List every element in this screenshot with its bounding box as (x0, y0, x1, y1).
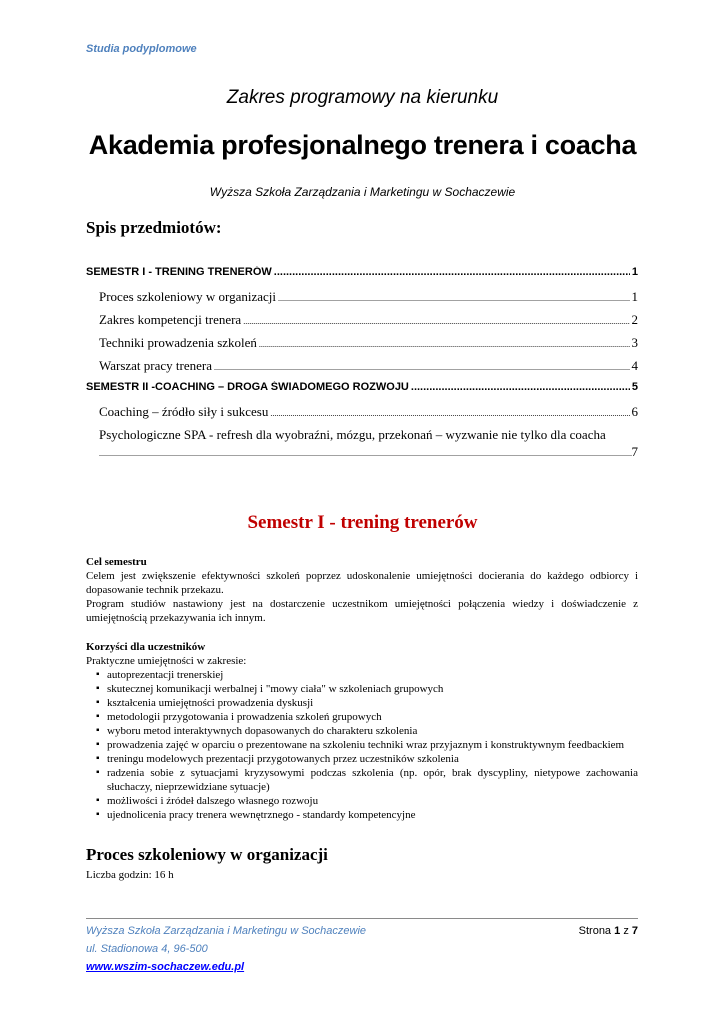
toc-entry-page: 5 (631, 381, 638, 393)
toc-entry-label: Psychologiczne SPA - refresh dla wyobraźni, mózgu, przekonań – wyzwanie nie tylko dla coacha (99, 427, 606, 442)
toc-entry-label: SEMESTR II -COACHING – DROGA ŚWIADOMEGO ROZWOJU (86, 381, 409, 393)
section-hours: Liczba godzin: 16 h (86, 869, 174, 881)
page-number (579, 922, 638, 940)
page-word: Strona (578, 925, 612, 937)
list-item: ▪ autoprezentacji trenerskiej (86, 668, 638, 682)
toc-entry[interactable] (86, 427, 638, 466)
toc-entry[interactable] (86, 381, 638, 404)
benefits-list (86, 668, 638, 822)
list-item: ▪ prowadzenia zajęć w oparciu o prezentowane na szkoleniu techniki wraz przyjaznym i konstruktywnym feedbackiem (86, 738, 638, 752)
section-heading: Proces szkoleniowy w organizacji (86, 845, 328, 864)
list-item: ▪ ujednolicenia pracy trenera wewnętrznego - standardy kompetencyjne (86, 808, 638, 822)
semester-goal (86, 555, 638, 625)
list-item: ▪ możliwości i źródeł dalszego własnego rozwoju (86, 794, 638, 808)
footer-info (86, 922, 366, 976)
list-item: ▪ radzenia sobie z sytuacjami kryzysowymi podczas szkolenia (np. opór, brak dyscypliny, nietypowe zachowania słuchaczy, nieprzewidziane sytuacje) (86, 766, 638, 794)
toc-leader (274, 266, 630, 278)
page-current: 1 (614, 925, 621, 937)
toc-entry-label: Techniki prowadzenia szkoleń (99, 335, 257, 350)
toc-leader (259, 335, 630, 351)
toc-entry-label: SEMESTR I - TRENING TRENERÓW (86, 266, 272, 278)
toc-leader (411, 381, 630, 393)
table-of-contents (86, 266, 638, 466)
school-name: Wyższa Szkoła Zarządzania i Marketingu w Sochaczewie (209, 185, 516, 199)
toc-entry[interactable] (86, 266, 638, 289)
toc-entry-page: 4 (631, 358, 638, 373)
toc-leader (243, 312, 629, 328)
toc-entry-page: 1 (631, 289, 638, 304)
footer-school: Wyższa Szkoła Zarządzania i Marketingu w Sochaczewie (86, 925, 367, 937)
toc-leader (270, 404, 629, 420)
document-title: Akademia profesjonalnego trenera i coacha (88, 130, 637, 160)
toc-entry-page: 6 (631, 404, 638, 419)
toc-entry-label: Zakres kompetencji trenera (99, 312, 242, 327)
page-of: z (623, 925, 629, 937)
goal-heading: Cel semestru (86, 556, 147, 568)
toc-leader (278, 289, 629, 305)
list-item: ▪ skutecznej komunikacji werbalnej i "mowy ciała" w szkoleniach grupowych (86, 682, 638, 696)
benefits-intro: Praktyczne umiejętności w zakresie: (86, 655, 247, 667)
toc-entry-label: Coaching – źródło siły i sukcesu (99, 404, 269, 419)
toc-entry[interactable] (86, 358, 638, 381)
goal-text: Program studiów nastawiony jest na dostarczenie uczestnikom umiejętności połączenia wiedzy i doświadczenie z umiejętnością przekazywania ich innym. (86, 598, 638, 624)
semester-heading: Semestr I - trening trenerów (247, 512, 478, 533)
toc-entry-label: Warszat pracy trenera (99, 358, 212, 373)
list-item: ▪ wyboru metod interaktywnych dopasowanych do charakteru szkolenia (86, 724, 638, 738)
footer-address: ul. Stadionowa 4, 96-500 (86, 943, 208, 955)
page-total: 7 (631, 925, 638, 937)
document-subtitle: Zakres programowy na kierunku (226, 87, 499, 108)
list-item: ▪ treningu modelowych prezentacji przygotowanych przez uczestników szkolenia (86, 752, 638, 766)
toc-entry[interactable] (86, 404, 638, 427)
toc-entry-page: 3 (631, 335, 638, 350)
toc-leader (99, 444, 632, 460)
toc-entry[interactable] (86, 335, 638, 358)
toc-entry[interactable] (86, 289, 638, 312)
header-program-type: Studia podyplomowe (86, 43, 197, 55)
list-item: ▪ metodologii przygotowania i prowadzenia szkoleń grupowych (86, 710, 638, 724)
toc-entry-page: 7 (631, 444, 638, 459)
list-item: ▪ kształcenia umiejętności prowadzenia dyskusji (86, 696, 638, 710)
toc-entry-page: 1 (631, 266, 638, 278)
benefits-heading: Korzyści dla uczestników (86, 641, 206, 653)
toc-entry-page: 2 (631, 312, 638, 327)
footer-divider (86, 918, 638, 919)
goal-text: Celem jest zwiększenie efektywności szkoleń poprzez udoskonalenie umiejętności docierania do każdego odbiorcy i dopasowanie technik przekazu. (86, 570, 638, 596)
toc-entry-label: Proces szkoleniowy w organizacji (99, 289, 277, 304)
benefits-block (86, 640, 638, 822)
toc-leader (214, 358, 630, 374)
footer-website-link[interactable]: www.wszim-sochaczew.edu.pl (86, 961, 245, 973)
toc-heading: Spis przedmiotów: (86, 218, 222, 237)
toc-entry[interactable] (86, 312, 638, 335)
